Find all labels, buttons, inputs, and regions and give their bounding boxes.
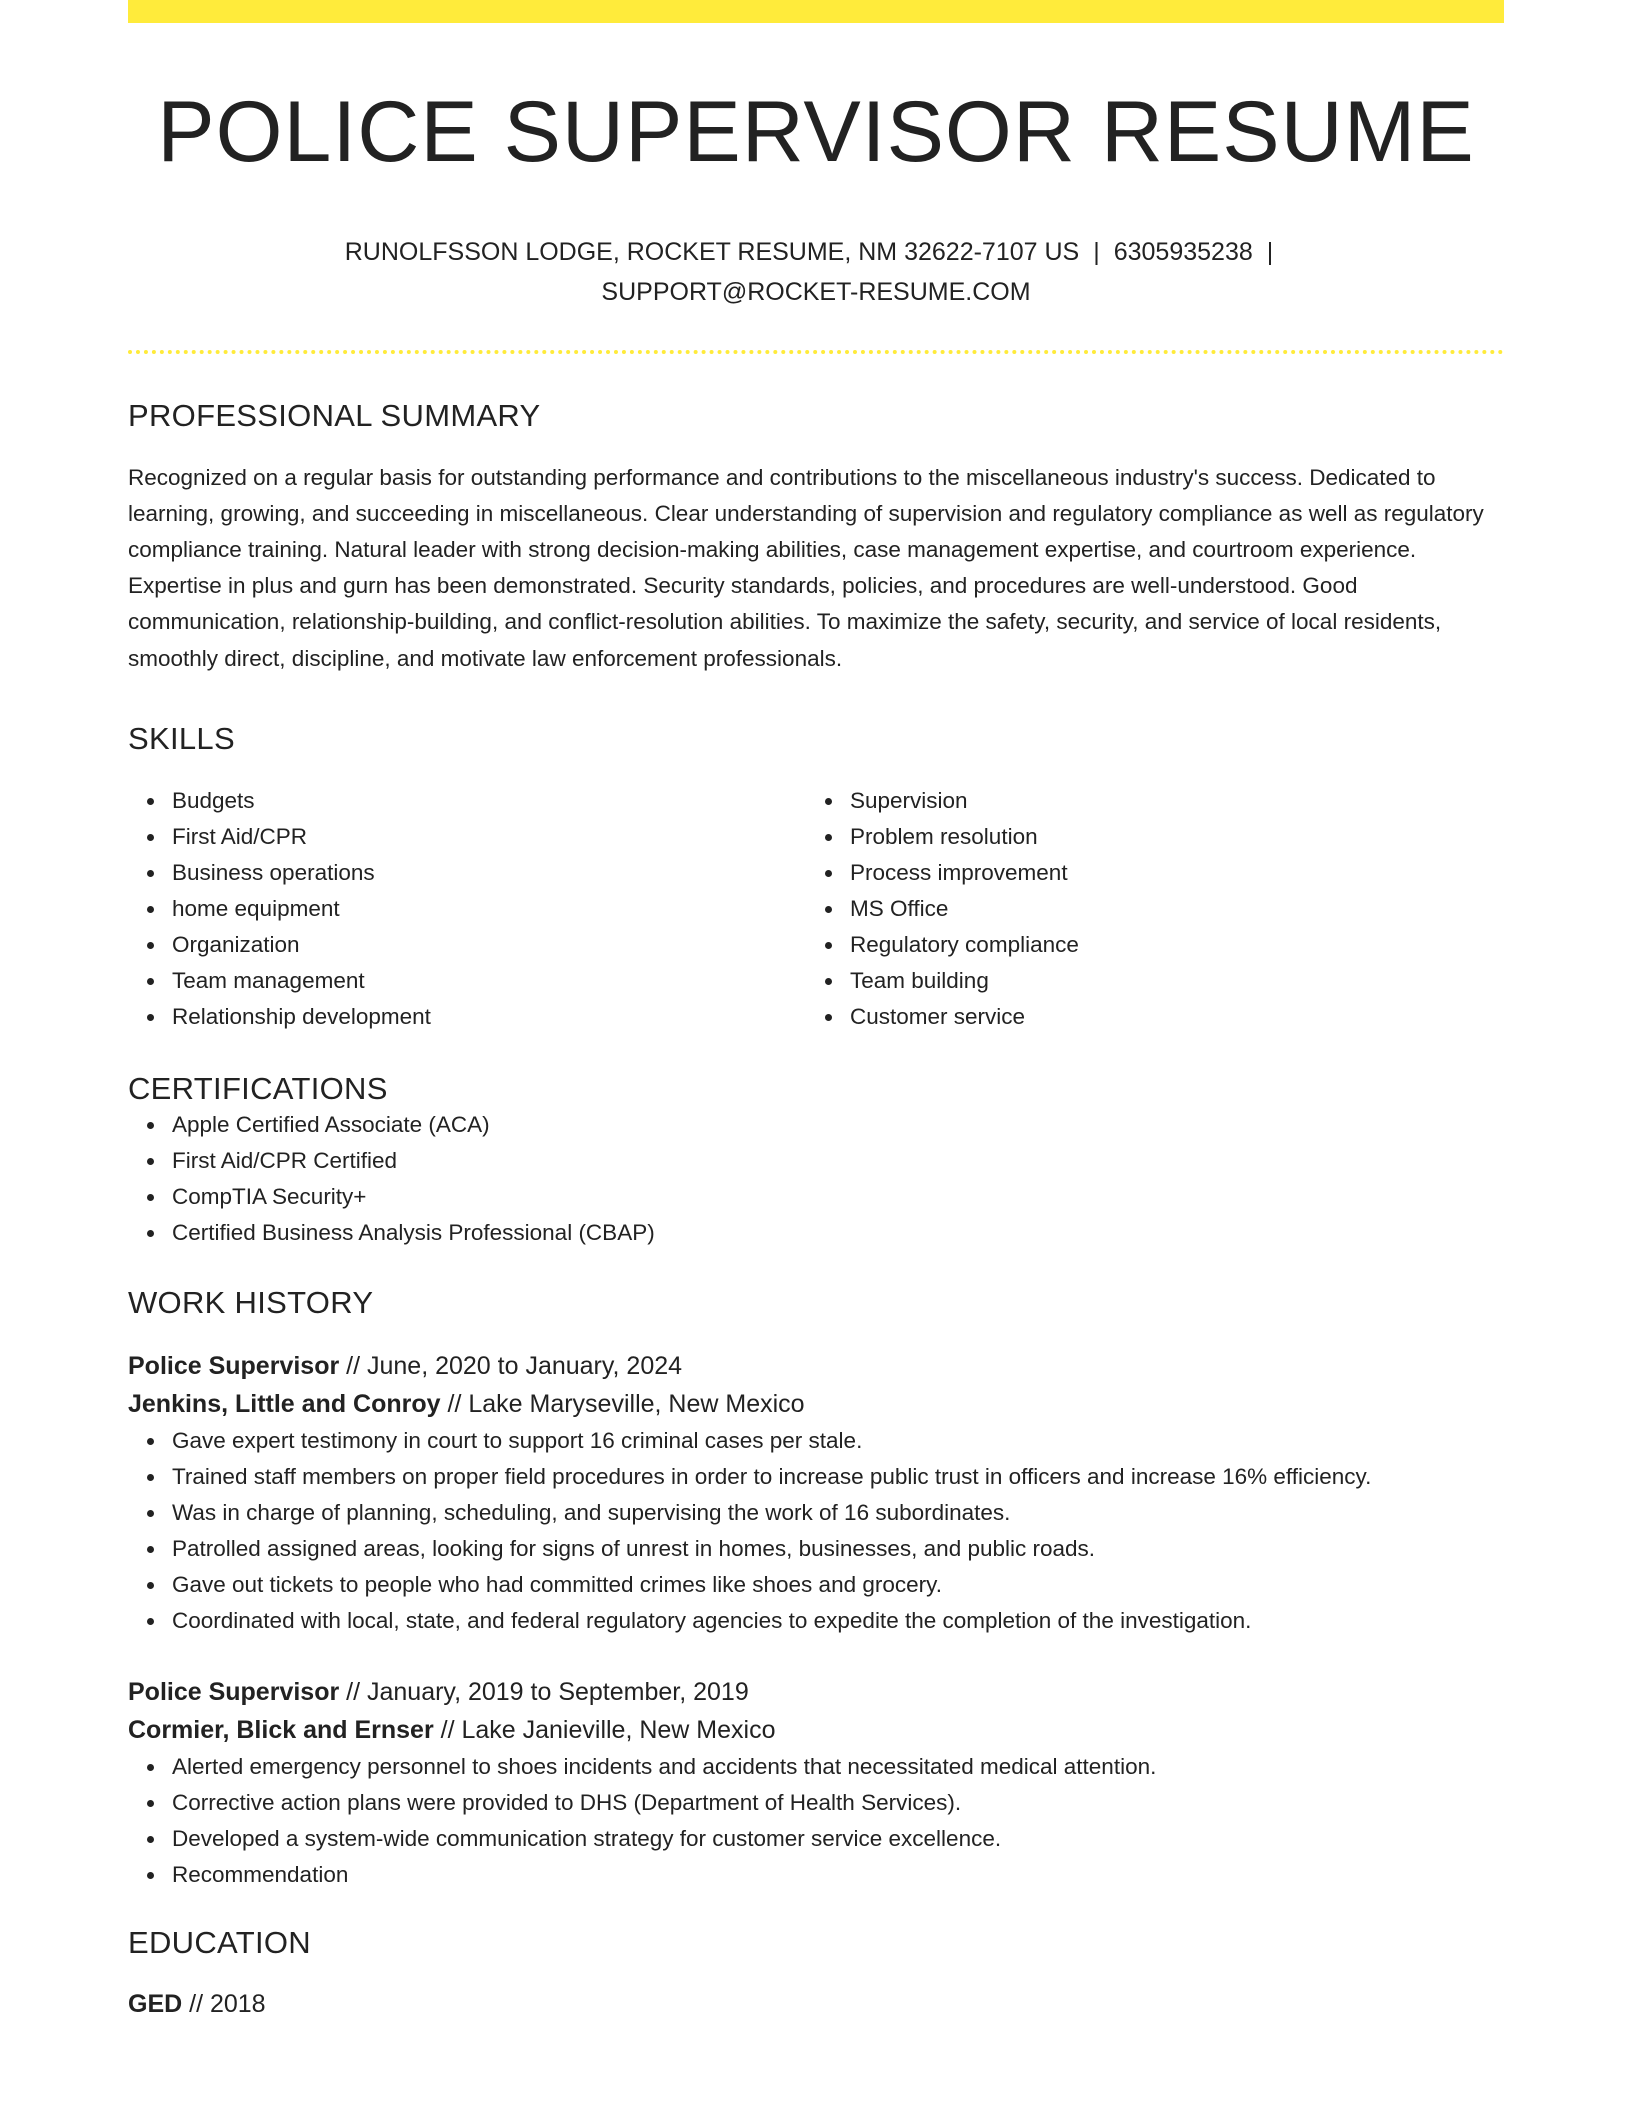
job-dates: // June, 2020 to January, 2024 xyxy=(339,1351,683,1380)
contact-line-2 xyxy=(128,272,1504,312)
job-duties-list xyxy=(128,1749,1504,1893)
contact-email: SUPPORT@ROCKET-RESUME.COM xyxy=(601,277,1031,306)
contact-line-1 xyxy=(128,232,1504,272)
skills-heading: SKILLS xyxy=(128,720,235,756)
job-title-line xyxy=(128,1673,1504,1711)
job-entry xyxy=(128,1347,1504,1639)
job-duty: Trained staff members on proper field procedures in order to increase public trust in officers and increase 16% efficiency. xyxy=(172,1459,1504,1495)
resume-page xyxy=(128,0,1504,2023)
job-entry xyxy=(128,1673,1504,1893)
skill-item: Process improvement xyxy=(850,855,1484,891)
skills-column-right xyxy=(806,783,1484,1035)
contact-address: RUNOLFSSON LODGE, ROCKET RESUME, NM 32622-7107 US xyxy=(344,237,1080,266)
job-company: Jenkins, Little and Conroy xyxy=(128,1389,441,1418)
skill-item: Regulatory compliance xyxy=(850,927,1484,963)
certifications-heading: CERTIFICATIONS xyxy=(128,1070,388,1106)
education-line xyxy=(128,1985,1504,2023)
job-title-line xyxy=(128,1347,1504,1385)
certification-item: Apple Certified Associate (ACA) xyxy=(172,1107,1504,1143)
skill-item: MS Office xyxy=(850,891,1484,927)
skill-item: Problem resolution xyxy=(850,819,1484,855)
job-title: Police Supervisor xyxy=(128,1677,340,1706)
job-title: Police Supervisor xyxy=(128,1351,340,1380)
skills-columns xyxy=(128,783,1504,1035)
top-accent-bar xyxy=(128,0,1504,23)
job-duty: Was in charge of planning, scheduling, and supervising the work of 16 subordinates. xyxy=(172,1495,1504,1531)
education-degree: GED xyxy=(128,1989,183,2018)
skill-item: Budgets xyxy=(172,783,806,819)
skill-item: Relationship development xyxy=(172,999,806,1035)
contact-separator: | xyxy=(1093,237,1100,266)
job-company: Cormier, Blick and Ernser xyxy=(128,1715,434,1744)
summary-text: Recognized on a regular basis for outstanding performance and contributions to the miscellaneous industry's success. Dedicated to learning, growing, and succeeding in miscellaneous. Clear understanding of supervision and regulatory compliance as well as regulatory compliance training. Natural leader with strong decision-making abilities, case management expertise, and courtroom experience. Expertise in plus and gurn has been demonstrated. Security standards, policies, and procedures are well-understood. Good communication, relationship-building, and conflict-resolution abilities. To maximize the safety, security, and service of local residents, smoothly direct, discipline, and motivate law enforcement professionals. xyxy=(128,464,1484,671)
skill-item: Team management xyxy=(172,963,806,999)
job-duty: Alerted emergency personnel to shoes incidents and accidents that necessitated medical attention. xyxy=(172,1749,1504,1785)
certification-item: CompTIA Security+ xyxy=(172,1179,1504,1215)
header-divider xyxy=(128,350,1504,354)
page-title: POLICE SUPERVISOR RESUME xyxy=(157,84,1475,180)
skill-item: Team building xyxy=(850,963,1484,999)
skill-item: home equipment xyxy=(172,891,806,927)
contact-separator: | xyxy=(1266,237,1274,266)
job-duty: Recommendation xyxy=(172,1857,1504,1893)
education-heading: EDUCATION xyxy=(128,1924,311,1960)
job-dates: // January, 2019 to September, 2019 xyxy=(339,1677,749,1706)
skills-list-right xyxy=(806,783,1484,1035)
certification-item: First Aid/CPR Certified xyxy=(172,1143,1504,1179)
skill-item: Business operations xyxy=(172,855,806,891)
job-duty: Gave out tickets to people who had committed crimes like shoes and grocery. xyxy=(172,1567,1504,1603)
job-duty: Developed a system-wide communication strategy for customer service excellence. xyxy=(172,1821,1504,1857)
job-duty: Gave expert testimony in court to support 16 criminal cases per stale. xyxy=(172,1423,1504,1459)
certification-item: Certified Business Analysis Professional (CBAP) xyxy=(172,1215,1504,1251)
certifications-list xyxy=(128,1107,1504,1251)
job-company-line xyxy=(128,1711,1504,1749)
skills-list-left xyxy=(128,783,806,1035)
skills-column-left xyxy=(128,783,806,1035)
job-company-line xyxy=(128,1385,1504,1423)
job-duty: Corrective action plans were provided to DHS (Department of Health Services). xyxy=(172,1785,1504,1821)
contact-phone: 6305935238 xyxy=(1113,237,1253,266)
contact-info xyxy=(128,232,1504,312)
summary-heading: PROFESSIONAL SUMMARY xyxy=(128,397,541,433)
skill-item: First Aid/CPR xyxy=(172,819,806,855)
job-duty: Patrolled assigned areas, looking for signs of unrest in homes, businesses, and public roads. xyxy=(172,1531,1504,1567)
skill-item: Customer service xyxy=(850,999,1484,1035)
skill-item: Supervision xyxy=(850,783,1484,819)
job-duties-list xyxy=(128,1423,1504,1639)
work-history-heading: WORK HISTORY xyxy=(128,1284,374,1320)
skill-item: Organization xyxy=(172,927,806,963)
job-duty: Coordinated with local, state, and federal regulatory agencies to expedite the completion of the investigation. xyxy=(172,1603,1504,1639)
job-location: // Lake Janieville, New Mexico xyxy=(433,1715,776,1744)
job-location: // Lake Maryseville, New Mexico xyxy=(440,1389,805,1418)
education-year: // 2018 xyxy=(182,1989,266,2018)
